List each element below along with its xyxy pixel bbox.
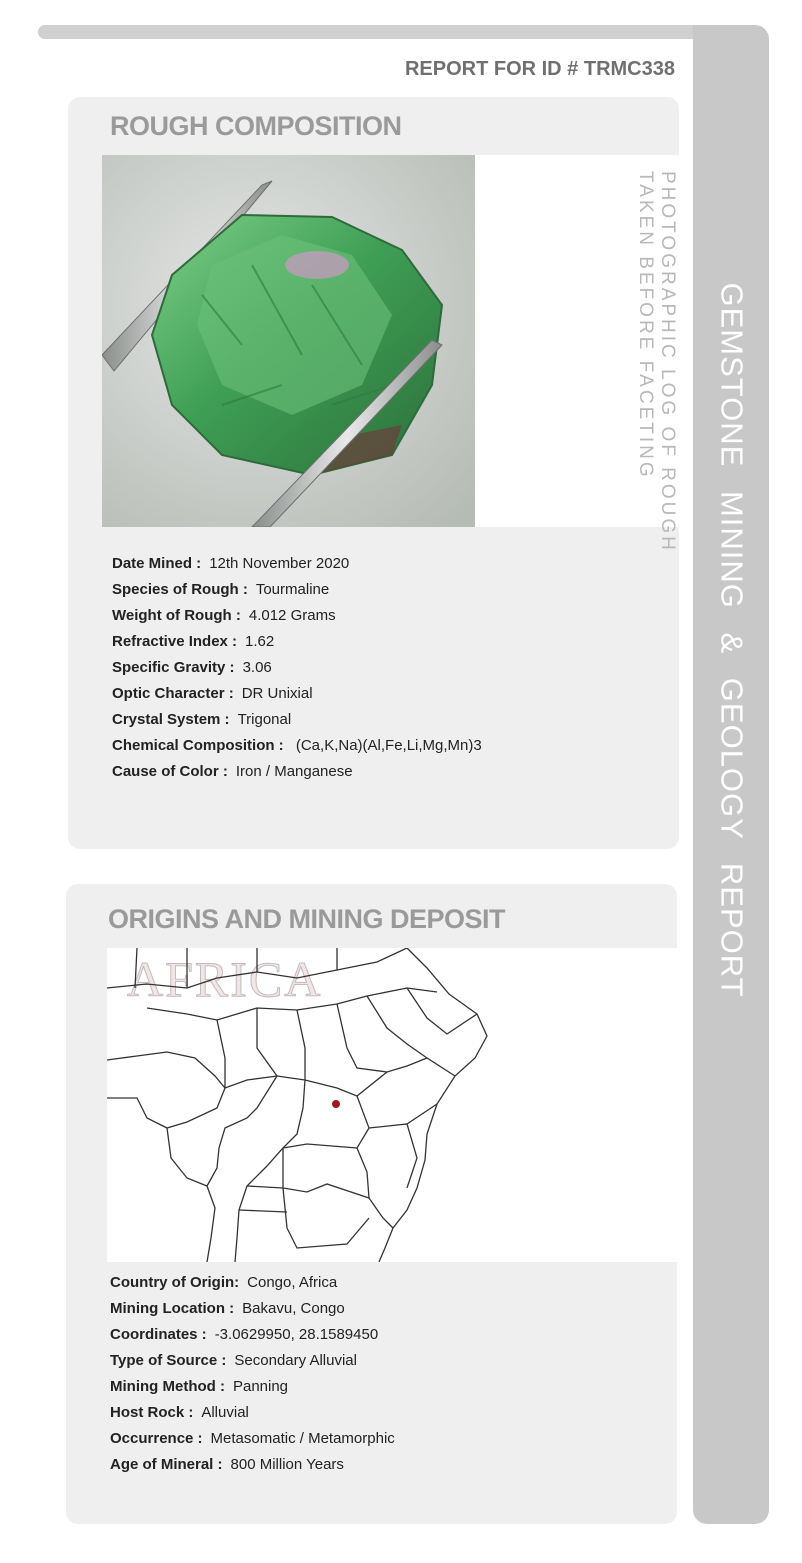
property-row bbox=[112, 633, 482, 659]
rough-composition-panel bbox=[68, 97, 679, 849]
property-value: DR Unixial bbox=[241, 685, 313, 702]
origin-map bbox=[107, 948, 677, 1262]
photo-caption bbox=[622, 171, 682, 553]
property-value: 4.012 Grams bbox=[248, 607, 336, 624]
property-label: Type of Source : bbox=[110, 1352, 227, 1369]
origin-properties bbox=[110, 1274, 395, 1482]
property-value: Bakavu, Congo bbox=[242, 1300, 345, 1317]
property-label: Occurrence : bbox=[110, 1430, 203, 1447]
property-value: -3.0629950, 28.1589450 bbox=[214, 1326, 379, 1343]
side-title-wrap bbox=[693, 25, 769, 1524]
origins-panel bbox=[66, 884, 677, 1524]
origins-title: ORIGINS AND MINING DEPOSIT bbox=[108, 904, 506, 934]
property-value: 12th November 2020 bbox=[209, 555, 350, 572]
property-row bbox=[112, 581, 482, 607]
property-label: Weight of Rough : bbox=[112, 607, 241, 624]
property-label: Host Rock : bbox=[110, 1404, 194, 1421]
property-row bbox=[110, 1404, 395, 1430]
property-row bbox=[110, 1378, 395, 1404]
property-value: Metasomatic / Metamorphic bbox=[210, 1430, 395, 1447]
photo-caption-line2: TAKEN BEFORE FACETING bbox=[635, 171, 656, 480]
property-label: Age of Mineral : bbox=[110, 1456, 223, 1473]
property-value: (Ca,K,Na)(Al,Fe,Li,Mg,Mn)3 bbox=[291, 737, 482, 754]
side-title: GEMSTONE MINING & GEOLOGY REPORT bbox=[714, 281, 750, 998]
rough-properties bbox=[112, 555, 482, 789]
rough-photo bbox=[102, 155, 475, 527]
photo-caption-line1: PHOTOGRAPHIC LOG OF ROUGH bbox=[657, 171, 678, 553]
property-value: Iron / Manganese bbox=[235, 763, 353, 780]
property-row bbox=[112, 659, 482, 685]
property-row bbox=[112, 685, 482, 711]
property-row bbox=[110, 1274, 395, 1300]
property-row bbox=[110, 1430, 395, 1456]
property-value: Tourmaline bbox=[255, 581, 330, 598]
property-label: Country of Origin: bbox=[110, 1274, 240, 1291]
property-row bbox=[110, 1300, 395, 1326]
property-label: Cause of Color : bbox=[112, 763, 228, 780]
property-label: Chemical Composition : bbox=[112, 737, 284, 754]
property-label: Species of Rough : bbox=[112, 581, 248, 598]
map-label: AFRICA bbox=[127, 951, 323, 1007]
property-label: Specific Gravity : bbox=[112, 659, 235, 676]
property-row bbox=[110, 1352, 395, 1378]
property-value: Congo, Africa bbox=[247, 1274, 338, 1291]
property-row bbox=[110, 1326, 395, 1352]
property-value: 1.62 bbox=[245, 633, 275, 650]
property-row bbox=[112, 711, 482, 737]
property-value: 3.06 bbox=[242, 659, 272, 676]
property-label: Coordinates : bbox=[110, 1326, 207, 1343]
mine-location-marker bbox=[332, 1100, 340, 1108]
property-label: Mining Method : bbox=[110, 1378, 225, 1395]
report-id: REPORT FOR ID # TRMC338 bbox=[404, 58, 675, 80]
property-row bbox=[112, 737, 482, 763]
top-decor-bar bbox=[38, 25, 738, 39]
property-value: Alluvial bbox=[201, 1404, 249, 1421]
property-label: Mining Location : bbox=[110, 1300, 235, 1317]
property-value: Trigonal bbox=[237, 711, 292, 728]
property-label: Optic Character : bbox=[112, 685, 234, 702]
property-label: Crystal System : bbox=[112, 711, 230, 728]
property-row bbox=[110, 1456, 395, 1482]
property-row bbox=[112, 763, 482, 789]
property-label: Refractive Index : bbox=[112, 633, 238, 650]
property-value: 800 Million Years bbox=[230, 1456, 344, 1473]
rough-composition-title: ROUGH COMPOSITION bbox=[110, 111, 402, 141]
property-row bbox=[112, 555, 482, 581]
property-value: Secondary Alluvial bbox=[234, 1352, 357, 1369]
rough-photo-area bbox=[102, 155, 679, 553]
property-label: Date Mined : bbox=[112, 555, 202, 572]
property-value: Panning bbox=[232, 1378, 289, 1395]
property-row bbox=[112, 607, 482, 633]
